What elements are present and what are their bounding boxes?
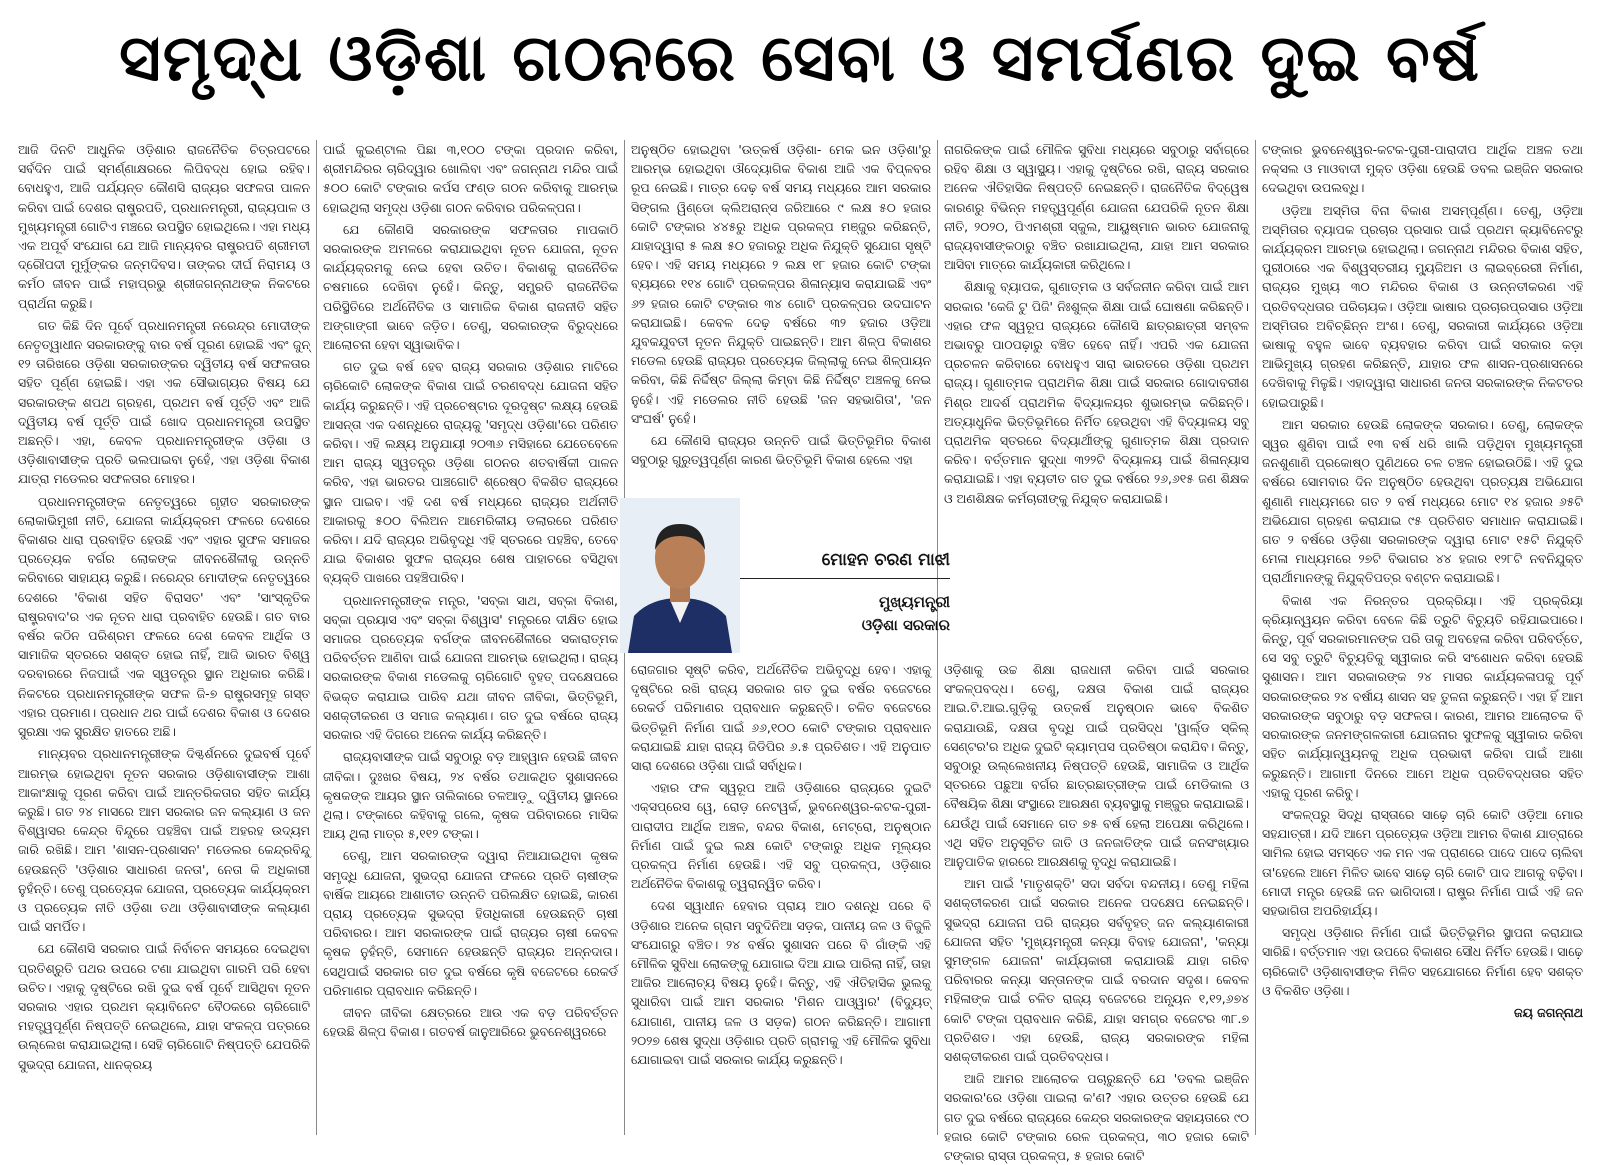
paragraph: ତେଣୁ, ଆମ ସରକାରଙ୍କ ଦ୍ୱାରା ନିଆଯାଇଥିବା କୃଷକ ସମୃଦ୍ଧି ଯୋଜନା, ସୁଭଦ୍ରା ଯୋଜନା ଫଳରେ ପ୍ରତି ଚାଷୀଙ୍କ ବାର୍ଷିକ ଆୟରେ ଆଶାତୀତ ଉନ୍ନତି ପରିଲକ୍ଷିତ ହୋଇଛି, କାରଣ ପ୍ରାୟ ପ୍ରତ୍ୟେକ ସୁଭଦ୍ରା ହିତାଧିକାରୀ ହେଉଛନ୍ତି ଚାଷୀ ପରିବାରର। ଆମ ସରକାରଙ୍କ ପାଇଁ ରାଜ୍ୟର ଚାଷୀ କେବଳ କୃଷକ ନୁହଁନ୍ତି, ସେମାନେ ହେଉଛନ୍ତି ରାଜ୍ୟର ଅନ୍ନଦାତା। ସେଥିପାଇଁ ସରକାର ଗତ ଦୁଇ ବର୍ଷରେ କୃଷି ବଜେଟରେ ରେକର୍ଡ ପରିମାଣର ପ୍ରାବଧାନ କରିଛନ୍ତି। <box>323 848 618 998</box>
author-organization: ଓଡ଼ିଶା ସରକାର <box>861 616 950 634</box>
column-5 <box>1262 140 1583 1135</box>
column-4-top <box>944 140 1249 506</box>
paragraph: ରୋଜଗାର ସୃଷ୍ଟି କରିବ, ଅର୍ଥନୈତିକ ଅଭିବୃଦ୍ଧି ହେବ। ଏହାକୁ ଦୃଷ୍ଟିରେ ରଖି ରାଜ୍ୟ ସରକାର ଗତ ଦୁଇ ବର୍ଷର ବଜେଟରେ ରେକର୍ଡ ପରିମାଣର ପ୍ରାବଧାନ କରୁଛନ୍ତି। ଚଳିତ ବଜେଟରେ ଭିତ୍ତିଭୂମି ନିର୍ମାଣ ପାଇଁ ୬୬,୧୦୦ କୋଟି ଟଙ୍କାର ପ୍ରାବଧାନ କରାଯାଇଛି ଯାହା ରାଜ୍ୟ ଜିଡିପିର ୬.୫ ପ୍ରତିଶତ। ଏହି ଅନୁପାତ ସାରା ଦେଶରେ ଓଡ଼ିଶା ପାଇଁ ସର୍ବାଧିକ। <box>631 662 931 774</box>
paragraph: ଆଜି ଆମର ଆଲୋଚକ ପଚାରୁଛନ୍ତି ଯେ 'ଡବଲ ଇଞ୍ଜିନ ସରକାର'ରେ ଓଡ଼ିଶା ପାଇଲା କ'ଣ? ଏହାର ଉତ୍ତର ହେଉଛି ଯେ ଗତ ଦୁଇ ବର୍ଷରେ ରାଜ୍ୟରେ କେନ୍ଦ୍ର ସରକାରଙ୍କ ସହାୟତାରେ ୯୦ ହଜାର କୋଟି ଟଙ୍କାର ରେଳ ପ୍ରକଳ୍ପ, ୩୦ ହଜାର କୋଟି ଟଙ୍କାର ରାସ୍ତା ପ୍ରକଳ୍ପ, ୫ ହଜାର କୋଟି <box>944 1071 1249 1164</box>
paragraph: ପାଇଁ କୁଇଣ୍ଟାଲ ପିଛା ୩,୧୦୦ ଟଙ୍କା ପ୍ରଦାନ କରିବା, ଶ୍ରୀମନ୍ଦିରର ଚାରିଦ୍ୱାର ଖୋଲିବା ଏବଂ ଜଗନ୍ନାଥ ମନ୍ଦିର ପାଇଁ ୫୦୦ କୋଟି ଟଙ୍କାର କର୍ପସ ଫଣ୍ଡ ଗଠନ କରିବାକୁ ଆରମ୍ଭ ହୋଇଥିଲା ସମୃଦ୍ଧ ଓଡ଼ିଶା ଗଠନ କରିବାର ପରିକଳ୍ପନା। <box>323 142 618 215</box>
paragraph: ଗତ କିଛି ଦିନ ପୂର୍ବେ ପ୍ରଧାନମନ୍ତ୍ରୀ ନରେନ୍ଦ୍ର ମୋଦୀଙ୍କ ନେତୃତ୍ୱାଧୀନ ସରକାରଙ୍କୁ ବାର ବର୍ଷ ପୂରଣ ହୋଇଛି ଏବଂ ଜୁନ୍ ୧୨ ତାରିଖରେ ଓଡ଼ିଶା ସରକାରଙ୍କର ଦ୍ୱିତୀୟ ବର୍ଷ ସଫଳତାର ସହିତ ପୂର୍ଣ୍ଣ ହୋଇଛି। ଏହା ଏକ ସୌଭାଗ୍ୟର ବିଷୟ ଯେ ସରକାରଙ୍କ ଶପଥ ଗ୍ରହଣ, ପ୍ରଥମ ବର୍ଷ ପୂର୍ତ୍ତି ଏବଂ ଆଜି ଦ୍ୱିତୀୟ ବର୍ଷ ପୂର୍ତ୍ତି ପାଇଁ ଖୋଦ ପ୍ରଧାନମନ୍ତ୍ରୀ ଉପସ୍ଥିତ ଅଛନ୍ତି। ଏହା, କେବଳ ପ୍ରଧାନମନ୍ତ୍ରୀଙ୍କ ଓଡ଼ିଶା ଓ ଓଡ଼ିଶାବାସୀଙ୍କ ପ୍ରତି ଭଲପାଇବା ନୁହେଁ, ଏହା ଓଡ଼ିଶା ବିକାଶ ଯାତ୍ରା ମଡେଲର ସଫଳତାର ମୋହର। <box>18 317 310 487</box>
column-rule <box>1255 140 1256 1135</box>
column-rule <box>316 140 317 1135</box>
paragraph: ଯେ କୌଣସି ରାଜ୍ୟର ଉନ୍ନତି ପାଇଁ ଭିତ୍ତିଭୂମିର ବିକାଶ ସବୁଠାରୁ ଗୁରୁତ୍ୱପୂର୍ଣ୍ଣ କାରଣ ଭିତ୍ତିଭୂମି ବିକାଶ ହେଲେ ଏହା <box>631 433 931 468</box>
byline-divider <box>740 578 950 579</box>
portrait-icon <box>620 498 740 653</box>
paragraph: ଏହାର ଫଳ ସ୍ୱରୂପ ଆଜି ଓଡ଼ିଶାରେ ରାଜ୍ୟରେ ଦୁଇଟି ଏକ୍ସପ୍ରେସ ୱେ, ରୋଡ଼ ନେଟୱର୍କ, ଭୁବନେଶ୍ୱର-କଟକ-ପୁରୀ-ପାରାଦୀପ ଆର୍ଥିକ ଅଞ୍ଚଳ, ବନ୍ଦର ବିକାଶ, ମେଟ୍ରୋ, ଅନୁଷ୍ଠାନ ନିର୍ମାଣ ପାଇଁ ଦୁଇ ଲକ୍ଷ କୋଟି ଟଙ୍କାରୁ ଅଧିକ ମୂଲ୍ୟର ପ୍ରକଳ୍ପ ନିର୍ମାଣ ହେଉଛି। ଏହି ସବୁ ପ୍ରକଳ୍ପ, ଓଡ଼ିଶାର ଅର୍ଥନୈତିକ ବିକାଶକୁ ତ୍ୱରାନ୍ୱିତ କରିବ। <box>631 780 931 892</box>
paragraph: ଟଙ୍କାର ଭୁବନେଶ୍ୱର-କଟକ-ପୁରୀ-ପାରାଦୀପ ଆର୍ଥିକ ଅଞ୍ଚଳ ତଥା ନକ୍ସଲ ଓ ମାଓବାଦୀ ମୁକ୍ତ ଓଡ଼ିଶା ହେଉଛି ଡବଲ ଇଞ୍ଜିନ ସରକାର ଦେଇଥିବା ଉପଲବ୍ଧି। <box>1262 142 1583 196</box>
paragraph: ପ୍ରଧାନମନ୍ତ୍ରୀଙ୍କ ମନ୍ତ୍ର, 'ସବ୍‌କା ସାଥ, ସବ୍‌କା ବିକାଶ, ସବ୍‌କା ପ୍ରୟାସ ଏବଂ ସବ୍‌କା ବିଶ୍ୱାସ' ମନ୍ତ୍ରରେ ଦୀକ୍ଷିତ ହୋଇ ସମାଜର ପ୍ରତ୍ୟେକ ବର୍ଗଙ୍କ ଜୀବନଶୈଳୀରେ ସକାରାତ୍ମକ ପରିବର୍ତ୍ତନ ଆଣିବା ପାଇଁ ଯୋଜନା ଆରମ୍ଭ ହୋଇଥିଲା। ରାଜ୍ୟ ସରକାରଙ୍କ ବିକାଶ ମଡେଲକୁ ଚାରିଗୋଟି ବୃହତ୍ ପଦକ୍ଷେପରେ ବିଭକ୍ତ କରାଯାଇ ପାରିବ ଯଥା ଜୀବନ ଜୀବିକା, ଭିତ୍ତିଭୂମି, ସଶକ୍ତୀକରଣ ଓ ସମାଜ କଲ୍ୟାଣ। ଗତ ଦୁଇ ବର୍ଷରେ ରାଜ୍ୟ ସରକାର ଏହି ଦିଗରେ ଅନେକ କାର୍ଯ୍ୟ କରିଛନ୍ତି। <box>323 592 618 743</box>
author-name: ମୋହନ ଚରଣ ମାଝୀ <box>821 550 950 570</box>
paragraph: ଯେ କୌଣସି ସରକାର ପାଇଁ ନିର୍ବାଚନ ସମୟରେ ଦେଇଥିବା ପ୍ରତିଶ୍ରୁତି ପଥର ଉପରେ ଟଣା ଯାଇଥିବା ଗାରମି ପରି ହେବା ଉଚିତ। ଏହାକୁ ଦୃଷ୍ଟିରେ ରଖି ଦୁଇ ବର୍ଷ ପୂର୍ବେ ଆସିଥିବା ନୂତନ ସରକାର ଏହାର ପ୍ରଥମ କ୍ୟାବିନେଟ ବୈଠକରେ ଚାରିଗୋଟି ମହତ୍ତ୍ୱପୂର୍ଣ୍ଣ ନିଷ୍ପତ୍ତି ନେଇଥିଲେ, ଯାହା ସଂକଳ୍ପ ପତ୍ରରେ ଉଲ୍ଲେଖ କରାଯାଇଥିଲା। ସେହି ଚାରିଗୋଟି ନିଷ୍ପତ୍ତି ଯେପରିକି ସୁଭଦ୍ରା ଯୋଜନା, ଧାନକ୍ରୟ <box>18 941 310 1072</box>
author-photo <box>620 498 740 653</box>
paragraph: ନାଗରିକଙ୍କ ପାଇଁ ମୌଳିକ ସୁବିଧା ମଧ୍ୟରେ ସବୁଠାରୁ ସର୍ବାଗ୍ରେ ରହିବ ଶିକ୍ଷା ଓ ସ୍ୱାସ୍ଥ୍ୟ। ଏହାକୁ ଦୃଷ୍ଟିରେ ରଖି, ରାଜ୍ୟ ସରକାର ଅନେକ ଐତିହାସିକ ନିଷ୍ପତ୍ତି ନେଇଛନ୍ତି। ରାଜନୈତିକ ବିଦ୍ୱେଷ କାରଣରୁ ବିଭିନ୍ନ ମହତ୍ତ୍ୱପୂର୍ଣ୍ଣ ଯୋଜନା ଯେପରିକି ନୂତନ ଶିକ୍ଷା ନୀତି, ୨୦୨୦, ପିଏମଶ୍ରୀ ସ୍କୁଲ, ଆୟୁଷ୍ମାନ ଭାରତ ଯୋଜନାକୁ ରାଜ୍ୟବାସୀଙ୍କଠାରୁ ବଞ୍ଚିତ ରଖାଯାଇଥିଲା, ଯାହା ଆମ ସରକାର ଆସିବା ମାତ୍ରେ କାର୍ଯ୍ୟକାରୀ କରିଥିଲେ। <box>944 142 1249 273</box>
paragraph: ଆମ ପାଇଁ 'ମାତୃଶକ୍ତି' ସଦା ସର୍ବଦା ବନ୍ଦନୀୟ। ତେଣୁ ମହିଳା ସଶକ୍ତୀକରଣ ପାଇଁ ସରକାର ଅନେକ ପଦକ୍ଷେପ ନେଇଛନ୍ତି। ସୁଭଦ୍ରା ଯୋଜନା ପରି ରାଜ୍ୟର ସର୍ବବୃହତ୍ ଜନ କଲ୍ୟାଣକାରୀ ଯୋଜନା ସହିତ 'ମୁଖ୍ୟମନ୍ତ୍ରୀ କନ୍ୟା ବିବାହ ଯୋଜନା', 'କନ୍ୟା ସୁମଙ୍ଗଳ ଯୋଜନା' କାର୍ଯ୍ୟକାରୀ କରାଯାଉଛି ଯାହା ଗରିବ ପରିବାରର କନ୍ୟା ସନ୍ତାନଙ୍କ ପାଇଁ ବରଦାନ ସଦୃଶ। କେବଳ ମହିଳାଙ୍କ ପାଇଁ ଚଳିତ ରାଜ୍ୟ ବଜେଟରେ ଅନ୍ୟୂନ ୧,୧୨,୬୭୪ କୋଟି ଟଙ୍କା ପ୍ରାବଧାନ କରିଛି, ଯାହା ସମଗ୍ର ବଜେଟର ୩୮.୭ ପ୍ରତିଶତ। ଏହା ହେଉଛି, ରାଜ୍ୟ ସରକାରଙ୍କ ମହିଳା ସଶକ୍ତୀକରଣ ପାଇଁ ପ୍ରତିବଦ୍ଧତା। <box>944 876 1249 1065</box>
headline: ସମୃଦ୍ଧ ଓଡ଼ିଶା ଗଠନରେ ସେବା ଓ ସମର୍ପଣର ଦୁଇ ବର୍ଷ <box>119 22 1481 96</box>
column-1 <box>18 140 310 1135</box>
paragraph: ଦେଶ ସ୍ୱାଧୀନ ହେବାର ପ୍ରାୟ ଆଠ ଦଶନ୍ଧି ପରେ ବି ଓଡ଼ିଶାର ଅନେକ ଗ୍ରାମ ସବୁଦିନିଆ ସଡ଼କ, ପାନୀୟ ଜଳ ଓ ବିଜୁଳି ସଂଯୋଗରୁ ବଞ୍ଚିତ। ୨୪ ବର୍ଷର ସୁଶାସନ ପରେ ବି ଗାଁଙ୍କି ଏହି ମୌଳିକ ସୁବିଧା ଲୋକଙ୍କୁ ଯୋଗାଇ ଦିଆ ଯାଇ ପାରିଲା ନାହିଁ, ତାହା ଆଜିର ଆଲୋଚ୍ୟ ବିଷୟ ନୁହେଁ। କିନ୍ତୁ, ଏହି ଐତିହାସିକ ଭୁଲକୁ ସୁଧାରିବା ପାଇଁ ଆମ ସରକାର 'ମିଶନ ପାଓ୍ୱାର' (ବିଦ୍ୟୁତ୍ ଯୋଗାଣ, ପାନୀୟ ଜଳ ଓ ସଡ଼କ) ଗଠନ କରିଛନ୍ତି। ଆଗାମୀ ୨୦୨୭ ଶେଷ ସୁଦ୍ଧା ଓଡ଼ିଶାର ପ୍ରତି ଗ୍ରାମକୁ ଏହି ମୌଳିକ ସୁବିଧା ଯୋଗାଇବା ପାଇଁ ସରକାର କାର୍ଯ୍ୟ କରୁଛନ୍ତି। <box>631 898 931 1068</box>
author-role: ମୁଖ୍ୟମନ୍ତ୍ରୀ <box>878 593 950 611</box>
paragraph: ଓଡ଼ିଆ ଅସ୍ମିତା ବିନା ବିକାଶ ଅସମ୍ପୂର୍ଣ୍ଣ। ତେଣୁ, ଓଡ଼ିଆ ଅସ୍ମିତାର ବ୍ୟାପକ ପ୍ରଚାର ପ୍ରସାର ପାଇଁ ପ୍ରଥମ କ୍ୟାବିନେଟରୁ କାର୍ଯ୍ୟକ୍ରମ ଆରମ୍ଭ ହୋଇଥିଲା। ଜଗନ୍ନାଥ ମନ୍ଦିରର ବିକାଶ ସହିତ, ପୁରୀଠାରେ ଏକ ବିଶ୍ୱସ୍ତରୀୟ ମ୍ୟୁଜିଅମ ଓ ଲାଇବ୍ରେରୀ ନିର୍ମାଣ, ରାଜ୍ୟର ମୁଖ୍ୟ ୩୦ ମନ୍ଦିରର ବିକାଶ ଓ ଉନ୍ନତୀକରଣ ଏହି ପ୍ରତିବଦ୍ଧତାର ପରିଚାୟକ। ଓଡ଼ିଆ ଭାଷାର ପ୍ରଚାରପ୍ରସାର ଓଡ଼ିଆ ଅସ୍ମିତାର ଅବିଚ୍ଛିନ୍ନ ଅଂଶ। ତେଣୁ, ସରକାରୀ କାର୍ଯ୍ୟରେ ଓଡ଼ିଆ ଭାଷାକୁ ବହୁଳ ଭାବେ ବ୍ୟବହାର କରିବା ପାଇଁ ସରକାର କଡ଼ା ଆଭିମୁଖ୍ୟ ଗ୍ରହଣ କରିଛନ୍ତି, ଯାହାର ଫଳ ଶାସନ-ପ୍ରଶାସନରେ ଦେଖିବାକୁ ମିଳୁଛି। ଏହାଦ୍ୱାରା ସାଧାରଣ ଜନତା ସରକାରଙ୍କ ନିକଟତର ହୋଇପାରୁଛି। <box>1262 202 1583 410</box>
paragraph: ମାନ୍ୟବର ପ୍ରଧାନମନ୍ତ୍ରୀଙ୍କ ଦିଗ୍ଦର୍ଶନରେ ଦୁଇବର୍ଷ ପୂର୍ବେ ଆରମ୍ଭ ହୋଇଥିବା ନୂତନ ସରକାର ଓଡ଼ିଶାବାସୀଙ୍କ ଆଶା ଆକାଂକ୍ଷାକୁ ପୂରଣ କରିବା ପାଇଁ ଆନ୍ତରିକତାର ସହିତ କାର୍ଯ୍ୟ କରୁଛି। ଗତ ୨୪ ମାସରେ ଆମ ସରକାର ଜନ କଲ୍ୟାଣ ଓ ଜନ ବିଶ୍ୱାସର କେନ୍ଦ୍ର ବିନ୍ଦୁରେ ପହଞ୍ଚିବା ପାଇଁ ଅହରହ ଉଦ୍ୟମ ଜାରି ରଖିଛି। ଆମ 'ଶାସନ-ପ୍ରଶାସନ' ମଡେଲର କେନ୍ଦ୍ରବିନ୍ଦୁ ହେଉଛନ୍ତି 'ଓଡ଼ିଶାର ସାଧାରଣ ଜନତା', ନେତା କି ଅଧିକାରୀ ନୁହଁନ୍ତି। ତେଣୁ ପ୍ରତ୍ୟେକ ଯୋଜନା, ପ୍ରତ୍ୟେକ କାର୍ଯ୍ୟକ୍ରମ ଓ ପ୍ରତ୍ୟେକ ନୀତି ଓଡ଼ିଶା ତଥା ଓଡ଼ିଶାବାସୀଙ୍କ କଲ୍ୟାଣ ପାଇଁ ସମର୍ପିତ। <box>18 746 310 935</box>
column-3-top <box>631 140 931 496</box>
paragraph: ଓଡ଼ିଶାକୁ ଉଚ୍ଚ ଶିକ୍ଷା ରାଜଧାନୀ କରିବା ପାଇଁ ସରକାର ସଂକଳ୍ପବଦ୍ଧ। ତେଣୁ, ଦକ୍ଷତା ବିକାଶ ପାଇଁ ରାଜ୍ୟର ଆଇ.ଟି.ଆଇ.ଗୁଡ଼ିକୁ ଉତ୍କର୍ଷ ଅନୁଷ୍ଠାନ ଭାବେ ବିକଶିତ କରାଯାଉଛି, ଦକ୍ଷତା ବୃଦ୍ଧି ପାଇଁ ପ୍ରସିଦ୍ଧ 'ୱାର୍ଲ୍ଡ ସ୍କିଲ୍ ସେଣ୍ଟର'ର ଅଧିକ ଦୁଇଟି କ୍ୟାମ୍ପସ ପ୍ରତିଷ୍ଠା କରାଯିବ। କିନ୍ତୁ, ସବୁଠାରୁ ଉଲ୍ଲେଖନୀୟ ନିଷ୍ପତ୍ତି ହେଉଛି, ସାମାଜିକ ଓ ଆର୍ଥିକ ସ୍ତରରେ ପଛୁଆ ବର୍ଗର ଛାତ୍ରଛାତ୍ରୀଙ୍କ ପାଇଁ ମେଡିକାଲ ଓ ବୈଷୟିକ ଶିକ୍ଷା ସଂସ୍ଥାରେ ଆରକ୍ଷଣ ବ୍ୟବସ୍ଥାକୁ ମଞ୍ଜୁର କରାଯାଇଛି। ଯେଉଁଥି ପାଇଁ ସେମାନେ ଗତ ୭୫ ବର୍ଷ ହେଲା ଅପେକ୍ଷା କରିଥିଲେ। ଏଥି ସହିତ ଅନୁସୂଚିତ ଜାତି ଓ ଜନଜାତିଙ୍କ ପାଇଁ ଜନସଂଖ୍ୟାର ଆନୁପାତିକ ହାରରେ ଆରକ୍ଷଣକୁ ବୃଦ୍ଧି କରାଯାଇଛି। <box>944 662 1249 870</box>
column-4 <box>944 140 1249 1164</box>
paragraph: ଆଜି ଦିନଟି ଆଧୁନିକ ଓଡ଼ିଶାର ରାଜନୈତିକ ଚିତ୍ରପଟରେ ସର୍ବଦିନ ପାଇଁ ସ୍ମର୍ଣ୍ଣାକ୍ଷରରେ ଲିପିବଦ୍ଧ ହୋଇ ରହିବ। ବୋଧହୁଏ, ଆଜି ପର୍ଯ୍ୟନ୍ତ କୌଣସି ରାଜ୍ୟର ସଫଳତା ପାଳନ କରିବା ପାଇଁ ଦେଶର ରାଷ୍ଟ୍ରପତି, ପ୍ରଧାନମନ୍ତ୍ରୀ, ରାଜ୍ୟପାଳ ଓ ମୁଖ୍ୟମନ୍ତ୍ରୀ ଗୋଟିଏ ମଞ୍ଚରେ ଉପସ୍ଥିତ ହୋଇଥିଲେ। ଏହା ମଧ୍ୟ ଏକ ଅପୂର୍ବ ସଂଯୋଗ ଯେ ଆଜି ମାନ୍ୟବର ରାଷ୍ଟ୍ରପତି ଶ୍ରୀମତୀ ଦ୍ରୌପଦୀ ମୁର୍ମୁଙ୍କର ଜନ୍ମଦିବସ। ତାଙ୍କର ଦୀର୍ଘ ନିରାମୟ ଓ କର୍ମଠ ଜୀବନ ପାଇଁ ମହାପ୍ରଭୁ ଶ୍ରୀଜଗନ୍ନାଥଙ୍କ ନିକଟରେ ପ୍ରାର୍ଥନା କରୁଛି। <box>18 142 310 311</box>
paragraph: ବିକାଶ ଏକ ନିରନ୍ତର ପ୍ରକ୍ରିୟା। ଏହି ପ୍ରକ୍ରିୟା କ୍ରିୟାନ୍ୱୟନ କରିବା ବେଳେ କିଛି ତ୍ରୁଟି ବିଚ୍ୟୁତି ରହିଯାଇପାରେ। କିନ୍ତୁ, ପୂର୍ବ ସରକାରମାନଙ୍କ ପରି ତାକୁ ଅବହେଳା କରିବା ପରିବର୍ତ୍ତେ, ସେ ସବୁ ତ୍ରୁଟି ବିଚ୍ୟୁତିକୁ ସ୍ୱୀକାର କରି ସଂଶୋଧନ କରିବା ହେଉଛି ସୁଶାସନ। ଆମ ସରକାରଙ୍କ ୨୪ ମାସର କାର୍ଯ୍ୟକଳାପକୁ ପୂର୍ବ ସରକାରଙ୍କର ୨୪ ବର୍ଷୀୟ ଶାସନ ସହ ତୁଳନା କରୁଛନ୍ତି। ଏହା ହିଁ ଆମ ସରକାରଙ୍କ ସବୁଠାରୁ ବଡ଼ ସଫଳତା। କାରଣ, ଆମର ଆଲୋଚକ ବି ସରକାରଙ୍କ ଜନମଙ୍ଗଳକାରୀ ଯୋଜନାର ସୁଫଳକୁ ସ୍ୱୀକାର କରିବା ସହିତ କାର୍ଯ୍ୟାନ୍ୱୟନକୁ ଅଧିକ ପ୍ରଭାବୀ କରିବା ପାଇଁ ଆଶା କରୁଛନ୍ତି। ଆଗାମୀ ଦିନରେ ଆମେ ଅଧିକ ପ୍ରତିବଦ୍ଧତାର ସହିତ ଏହାକୁ ପୂରଣ କରିବୁ। <box>1262 592 1583 800</box>
paragraph: ଆମ ସରକାର ହେଉଛି ଲୋକଙ୍କ ସରକାର। ତେଣୁ, ଲୋକଙ୍କ ସ୍ୱର ଶୁଣିବା ପାଇଁ ୧୩ ବର୍ଷ ଧରି ଖାଲି ପଡ଼ିଥିବା ମୁଖ୍ୟମନ୍ତ୍ରୀ ଜନଶୁଣାଣି ପ୍ରକୋଷ୍ଠ ପୁଣିଥରେ ଚଳ ଚଞ୍ଚଳ ହୋଇଉଠିଛି। ଏହି ଦୁଇ ବର୍ଷରେ ସୋମବାର ଦିନ ଅନୁଷ୍ଠିତ ହେଉଥିବା ପ୍ରତ୍ୟକ୍ଷ ଅଭିଯୋଗ ଶୁଣାଣି ମାଧ୍ୟମରେ ଗତ ୨ ବର୍ଷ ମଧ୍ୟରେ ମୋଟ ୧୪ ହଜାର ୬୫ଟି ଅଭିଯୋଗ ଗ୍ରହଣ କରାଯାଇ ୯୫ ପ୍ରତିଶତ ସମାଧାନ କରାଯାଇଛି। ଗତ ୨ ବର୍ଷରେ ଓଡ଼ିଶା ସରକାରଙ୍କ ଦ୍ୱାରା ମୋଟ ୧୫ଟି ନିଯୁକ୍ତି ମେଳା ମାଧ୍ୟମରେ ୨୭ଟି ବିଭାଗର ୪୪ ହଜାର ୧୨୮ଟି ନବନିଯୁକ୍ତ ପ୍ରାର୍ଥୀମାନଙ୍କୁ ନିଯୁକ୍ତିପତ୍ର ବଣ୍ଟନ କରାଯାଇଛି। <box>1262 416 1583 586</box>
paragraph: ରାଜ୍ୟବାସୀଙ୍କ ପାଇଁ ସବୁଠାରୁ ବଡ଼ ଆହ୍ୱାନ ହେଉଛି ଜୀବନ ଜୀବିକା। ଦୁଃଖର ବିଷୟ, ୨୪ ବର୍ଷର ତଥାକଥିତ ସୁଶାସନରେ କୃଷକଙ୍କ ଆୟର ସ୍ଥାନ ତାଲିକାରେ ତଳଆଡ଼ୁ ଦ୍ୱିତୀୟ ସ୍ଥାନରେ ଥିଲା। ଟଙ୍କାରେ କହିବାକୁ ଗଲେ, କୃଷକ ପରିବାରରେ ମାସିକ ଆୟ ଥିଲା ମାତ୍ର ୫,୧୧୨ ଟଙ୍କା। <box>323 749 618 842</box>
paragraph: ପ୍ରଧାନମନ୍ତ୍ରୀଙ୍କ ନେତୃତ୍ୱରେ ଗୃହୀତ ସରକାରଙ୍କ ଲୋକାଭିମୁଖୀ ନୀତି, ଯୋଜନା କାର୍ଯ୍ୟକ୍ରମ ଫଳରେ ଦେଶରେ ବିକାଶର ଧାରା ପ୍ରବାହିତ ହେଉଛି ଏବଂ ଏହାର ସୁଫଳ ସମାଜର ପ୍ରତ୍ୟେକ ବର୍ଗର ଲୋକଙ୍କ ଜୀବନଶୈଳୀକୁ ଉନ୍ନତି କରିବାରେ ସାହାଯ୍ୟ କରୁଛି। ନରେନ୍ଦ୍ର ମୋଦୀଙ୍କ ନେତୃତ୍ୱରେ ଦେଶରେ 'ବିକାଶ ସହିତ ବିରାସତ' ଏବଂ 'ସାଂସ୍କୃତିକ ରାଷ୍ଟ୍ରବାଦ'ର ଏକ ନୂତନ ଧାରା ପ୍ରବାହିତ ହେଉଛି। ଗତ ବାର ବର୍ଷର କଠିନ ପରିଶ୍ରମ ଫଳରେ ଦେଶ କେବଳ ଆର୍ଥିକ ଓ ସାମାଜିକ ସ୍ତରରେ ସଶକ୍ତ ହୋଇ ନାହିଁ, ଆଜି ଭାରତ ବିଶ୍ୱ ଦରବାରରେ ନିଜପାଇଁ ଏକ ସ୍ୱତନ୍ତ୍ର ସ୍ଥାନ ଅଧିକାର କରିଛି। ନିକଟରେ ପ୍ରଧାନମନ୍ତ୍ରୀଙ୍କ ସଫଳ ଜି-୭ ରାଷ୍ଟ୍ରସମୂହ ଗସ୍ତ ଏହାର ପ୍ରମାଣ। ପ୍ରଧାନ ଥର ପାଇଁ ଦେଶର ବିକାଶ ଓ ଦେଶର ସୁରକ୍ଷା ଏକ ସୁରକ୍ଷିତ ହାତରେ ଅଛି। <box>18 493 310 740</box>
paragraph: ସଂକଳ୍ପରୁ ସିଦ୍ଧି ରାସ୍ତାରେ ସାଢ଼େ ଚାରି କୋଟି ଓଡ଼ିଆ ମୋର ସହଯାତ୍ରୀ। ଯଦି ଆମେ ପ୍ରତ୍ୟେକ ଓଡ଼ିଆ ଆମର ବିକାଶ ଯାତ୍ରାରେ ସାମିଲ ହୋଇ ସମସ୍ତେ ଏକ ମନ ଏକ ପ୍ରାଣରେ ପାଦେ ପାଦେ ଚାଲିବା ତା'ହେଲେ ଆମେ ମିଳିତ ଭାବେ ସାଢ଼େ ଚାରି କୋଟି ପାଦ ଆଗକୁ ବଢ଼ିବା। ମୋଦୀ ମନ୍ତ୍ର ହେଉଛି ଜନ ଭାଗିଦାରୀ। ରାଷ୍ଟ୍ର ନିର୍ମାଣ ପାଇଁ ଏହି ଜନ ସହଭାଗିତା ଅପରିହାର୍ଯ୍ୟ। <box>1262 806 1583 918</box>
byline <box>740 498 950 653</box>
paragraph: ଜୀବନ ଜୀବିକା କ୍ଷେତ୍ରରେ ଆଉ ଏକ ବଡ଼ ପରିବର୍ତ୍ତନ ହେଉଛି ଶିଳ୍ପ ବିକାଶ। ଗତବର୍ଷ ଜାନୁଆରିରେ ଭୁବନେଶ୍ୱରରେ <box>323 1004 618 1040</box>
paragraph: ଅନୁଷ୍ଠିତ ହୋଇଥିବା 'ଉତ୍କର୍ଷ ଓଡ଼ିଶା- ମେକ ଇନ ଓଡ଼ିଶା'ରୁ ଆରମ୍ଭ ହୋଇଥିବା ଔଦ୍ୟୋଗିକ ବିକାଶ ଆଜି ଏକ ବିପ୍ଳବର ରୂପ ନେଇଛି। ମାତ୍ର ଦେଢ଼ ବର୍ଷ ସମୟ ମଧ୍ୟରେ ଆମ ସରକାର ସିଙ୍ଗଲ ୱିଣ୍ଡୋ କ୍ଲିଅରାନ୍ସ ଜରିଆରେ ୯ ଲକ୍ଷ ୫୦ ହଜାର କୋଟି ଟଙ୍କାର ୪୪୫ରୁ ଅଧିକ ପ୍ରକଳ୍ପ ମଞ୍ଜୁର କରିଛନ୍ତି, ଯାହାଦ୍ୱାରା ୫ ଲକ୍ଷ ୫୦ ହଜାରରୁ ଅଧିକ ନିଯୁକ୍ତି ସୁଯୋଗ ସୃଷ୍ଟି ହେବ। ଏହି ସମୟ ମଧ୍ୟରେ ୨ ଲକ୍ଷ ୧୮ ହଜାର କୋଟି ଟଙ୍କା ବ୍ୟୟରେ ୧୧୪ ଗୋଟି ପ୍ରକଳ୍ପର ଶିଳାନ୍ୟାସ କରାଯାଇଛି ଏବଂ ୬୨ ହଜାର କୋଟି ଟଙ୍କାର ୩୪ ଗୋଟି ପ୍ରକଳ୍ପର ଉଦଘାଟନ କରାଯାଇଛି। କେବଳ ଦେଢ଼ ବର୍ଷରେ ୩୨ ହଜାର ଓଡ଼ିଆ ଯୁବକଯୁବତୀ ନୂତନ ନିଯୁକ୍ତି ପାଇଛନ୍ତି। ଆମ ଶିଳ୍ପ ବିକାଶର ମଡେଲ ହେଉଛି ରାଜ୍ୟର ପ୍ରତ୍ୟେକ ଜିଲ୍ଲାକୁ ନେଇ ଶିଳ୍ପାୟନ କରିବା, କିଛି ନିର୍ଦ୍ଦିଷ୍ଟ ଜିଲ୍ଲା କିମ୍ବା କିଛି ନିର୍ଦ୍ଦିଷ୍ଟ ଅଞ୍ଚଳକୁ ନେଇ ନୁହେଁ। ଏହି ମଡେଲର ନୀତି ହେଉଛି 'ଜନ ସହଭାଗିତା', 'ଜନ ସଂଘର୍ଷ' ନୁହେଁ। <box>631 142 931 426</box>
paragraph: ଶିକ୍ଷାକୁ ବ୍ୟାପକ, ଗୁଣାତ୍ମକ ଓ ସର୍ବଜନୀନ କରିବା ପାଇଁ ଆମ ସରକାର 'କେଜି ଟୁ ପିଜି' ନିଃଶୁଳ୍କ ଶିକ୍ଷା ପାଇଁ ଘୋଷଣା କରିଛନ୍ତି। ଏହାର ଫଳ ସ୍ୱରୂପ ରାଜ୍ୟରେ କୌଣସି ଛାତ୍ରଛାତ୍ରୀ ସମ୍ବଳ ଅଭାବରୁ ପାଠପଢ଼ାରୁ ବଞ୍ଚିତ ହେବେ ନାହିଁ। ଏପରି ଏକ ଯୋଜନା ପ୍ରଚଳନ କରିବାରେ ବୋଧହୁଏ ସାରା ଭାରତରେ ଓଡ଼ିଶା ପ୍ରଥମ ରାଜ୍ୟ। ଗୁଣାତ୍ମକ ପ୍ରାଥମିକ ଶିକ୍ଷା ପାଇଁ ସରକାର ଗୋଦାବରୀଶ ମିଶ୍ର ଆଦର୍ଶ ପ୍ରାଥମିକ ବିଦ୍ୟାଳୟର ଶୁଭାରମ୍ଭ କରିଛନ୍ତି। ଅତ୍ୟାଧୁନିକ ଭିତ୍ତିଭୂମିରେ ନିର୍ମିତ ହେଉଥିବା ଏହି ବିଦ୍ୟାଳୟ ସବୁ ପ୍ରାଥମିକ ସ୍ତରରେ ବିଦ୍ୟାର୍ଥୀଙ୍କୁ ଗୁଣାତ୍ମକ ଶିକ୍ଷା ପ୍ରଦାନ କରିବ। ବର୍ତ୍ତମାନ ସୁଦ୍ଧା ୩୨୨ଟି ବିଦ୍ୟାଳୟ ପାଇଁ ଶିଳାନ୍ୟାସ କରାଯାଇଛି। ଏହା ବ୍ୟତୀତ ଗତ ଦୁଇ ବର୍ଷରେ ୨୬,୬୧୫ ଜଣ ଶିକ୍ଷକ ଓ ଅଣଶିକ୍ଷକ କର୍ମଚାରୀଙ୍କୁ ନିଯୁକ୍ତ କରାଯାଇଛି। <box>944 279 1249 506</box>
paragraph: ଯେ କୌଣସି ସରକାରଙ୍କ ସଫଳତାର ମାପକାଠି ସରକାରଙ୍କ ଅମଳରେ କରାଯାଇଥିବା ନୂତନ ଯୋଜନା, ନୂତନ କାର୍ଯ୍ୟକ୍ରମକୁ ନେଇ ହେବା ଉଚିତ। ବିକାଶକୁ ରାଜନୈତିକ ଚଷମାରେ ଦେଖିବା ନୁହେଁ। କିନ୍ତୁ, ସମ୍ପ୍ରତି ରାଜନୈତିକ ପରିସ୍ଥିତିରେ ଅର୍ଥନୈତିକ ଓ ସାମାଜିକ ବିକାଶ ରାଜନୀତି ସହିତ ଅଙ୍ଗାଙ୍ଗୀ ଭାବେ ଜଡ଼ିତ। ତେଣୁ, ସରକାରଙ୍କ ବିରୁଦ୍ଧରେ ଆଲୋଚନା ହେବା ସ୍ୱାଭାବିକ। <box>323 221 618 353</box>
paragraph: ଗତ ଦୁଇ ବର୍ଷ ହେବ ରାଜ୍ୟ ସରକାର ଓଡ଼ିଶାର ମାଟିରେ ଚାରିକୋଟି ଲୋକଙ୍କ ବିକାଶ ପାଇଁ ଚରଣବଦ୍ଧ ଯୋଜନା ସହିତ କାର୍ଯ୍ୟ କରୁଛନ୍ତି। ଏହି ପ୍ରଚେଷ୍ଟାର ଦୂରଦୃଷ୍ଟ ଲକ୍ଷ୍ୟ ହେଉଛି ଆସନ୍ତା ଏକ ଦଶନ୍ଧିରେ ରାଜ୍ୟକୁ 'ସମୃଦ୍ଧ ଓଡ଼ିଶା'ରେ ପରିଣତ କରିବା। ଏହି ଲକ୍ଷ୍ୟ ଅନୁଯାୟୀ ୨୦୩୬ ମସିହାରେ ଯେତେବେଳେ ଆମ ରାଜ୍ୟ ସ୍ୱତନ୍ତ୍ର ଓଡ଼ିଶା ଗଠନର ଶତବାର୍ଷିକୀ ପାଳନ କରିବ, ଏହା ଭାରତର ପାଞ୍ଚଗୋଟି ଶ୍ରେଷ୍ଠ ବିକଶିତ ରାଜ୍ୟରେ ସ୍ଥାନ ପାଇବ। ଏହି ଦଶ ବର୍ଷ ମଧ୍ୟରେ ରାଜ୍ୟର ଅର୍ଥନୀତି ଆକାରକୁ ୫୦୦ ବିଲିଅନ ଆମେରିକୀୟ ଡଲାରରେ ପରିଣତ କରିବା। ଯଦି ରାଜ୍ୟର ଅଭିବୃଦ୍ଧି ଏହି ସ୍ତରରେ ପହଞ୍ଚିବ, ତେବେ ଯାଇ ବିକାଶର ସୁଫଳ ରାଜ୍ୟର ଶେଷ ପାହାଚରେ ବସିଥିବା ବ୍ୟକ୍ତି ପାଖରେ ପହଞ୍ଚିପାରିବ। <box>323 359 618 586</box>
column-2 <box>323 140 618 1135</box>
signoff: ଜୟ ଜଗନ୍ନାଥ <box>1514 1004 1583 1020</box>
paragraph: ସମୃଦ୍ଧ ଓଡ଼ିଶାର ନିର୍ମାଣ ପାଇଁ ଭିତ୍ତିଭୂମିର ସ୍ଥାପନା କରାଯାଇ ସାରିଛି। ବର୍ତ୍ତମାନ ଏହା ଉପରେ ବିକାଶର ସୌଧ ନିର୍ମିତ ହେଉଛି। ସାଢ଼େ ଚାରିକୋଟି ଓଡ଼ିଶାବାସୀଙ୍କ ମିଳିତ ସହଯୋଗରେ ନିର୍ମାଣ ହେବ ସଶକ୍ତ ଓ ବିକଶିତ ଓଡ଼ିଶା। <box>1262 925 1583 998</box>
column-4-bottom <box>944 660 1249 1164</box>
column-3-bottom <box>631 660 931 1135</box>
